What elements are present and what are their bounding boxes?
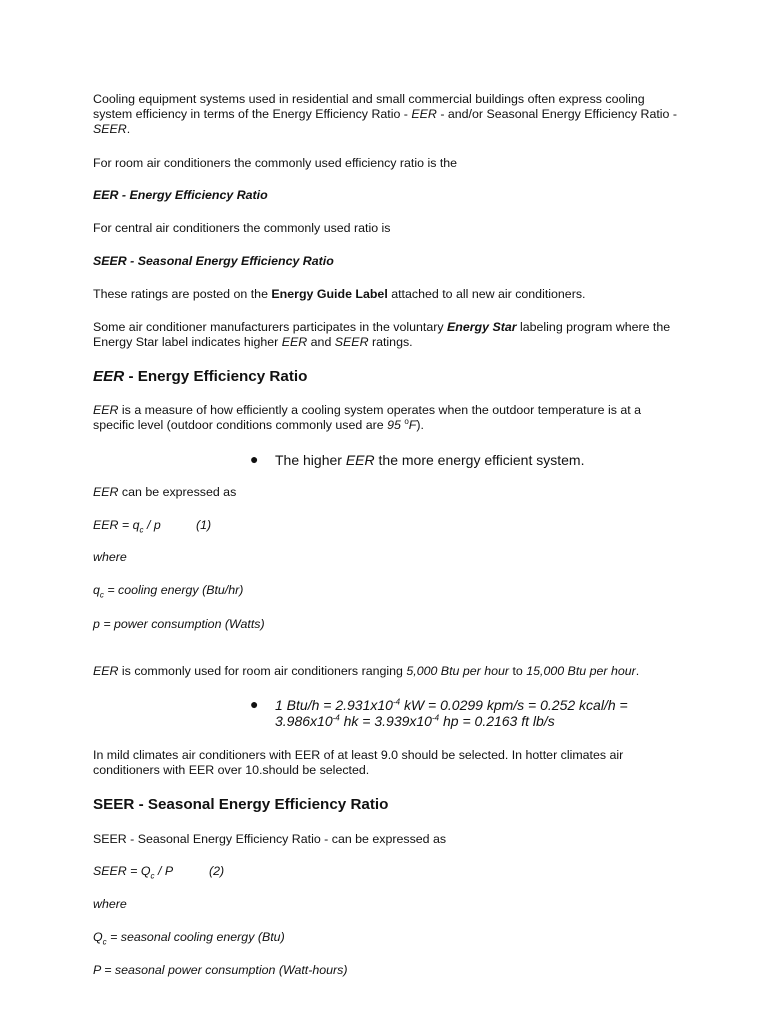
eer-expressed-paragraph: EER can be expressed as — [93, 485, 237, 499]
bullet-icon: ● — [250, 451, 259, 467]
seer-term: SEER - Seasonal Energy Efficiency Ratio — [93, 254, 334, 268]
seer-where: where — [93, 897, 127, 911]
equation-number: (1) — [196, 518, 212, 532]
central-ac-paragraph: For central air conditioners the commonly used ratio is — [93, 221, 391, 235]
room-ac-paragraph: For room air conditioners the commonly used efficiency ratio is the — [93, 156, 458, 170]
intro-paragraph: Cooling equipment systems used in residential and small commercial buildings often express cooling system efficiency in terms of the Energy Efficiency Ratio - EER - and/or Seasonal Energy Efficiency Ratio - SEER. — [93, 92, 678, 136]
energy-guide-paragraph: These ratings are posted on the Energy Guide Label attached to all new air conditioners. — [93, 287, 586, 301]
eer-def-cooling-energy: $q_c$ = cooling energy (Btu/hr) — [93, 583, 244, 600]
eer-term: EER - Energy Efficiency Ratio — [93, 188, 268, 202]
seer-def-power: P = seasonal power consumption (Watt-hours) — [93, 963, 348, 977]
energy-star-paragraph: Some air conditioner manufacturers participates in the voluntary Energy Star labeling program where the Energy Star label indicates higher EER and SEER ratings. — [93, 320, 671, 349]
eer-range-paragraph: EER is commonly used for room air conditioners ranging 5,000 Btu per hour to 15,000 Btu per hour. — [93, 664, 640, 678]
seer-expressed-paragraph: SEER - Seasonal Energy Efficiency Ratio - can be expressed as — [93, 832, 447, 846]
eer-def-power: p = power consumption (Watts) — [93, 617, 265, 631]
climate-paragraph: In mild climates air conditioners with EER of at least 9.0 should be selected. In hotter climates air conditioners with EER over 10.should be selected. — [93, 748, 624, 777]
eer-where: where — [93, 550, 127, 564]
seer-def-cooling-energy: $Q_c$ = seasonal cooling energy (Btu) — [93, 930, 285, 947]
eer-heading: EER - Energy Efficiency Ratio — [93, 368, 308, 385]
seer-equation: SEER = $Q_c$ / P (2) — [93, 864, 225, 881]
bullet-icon: ● — [250, 696, 259, 712]
eer-equation: EER = $q_c$ / p (1) — [93, 518, 212, 535]
equation-number: (2) — [209, 864, 225, 878]
seer-heading: SEER - Seasonal Energy Efficiency Ratio — [93, 796, 389, 813]
eer-definition-paragraph: EER is a measure of how efficiently a cooling system operates when the outdoor temperature is at a specific level (outdoor conditions commonly used are 95 $^o$F). — [93, 403, 642, 432]
